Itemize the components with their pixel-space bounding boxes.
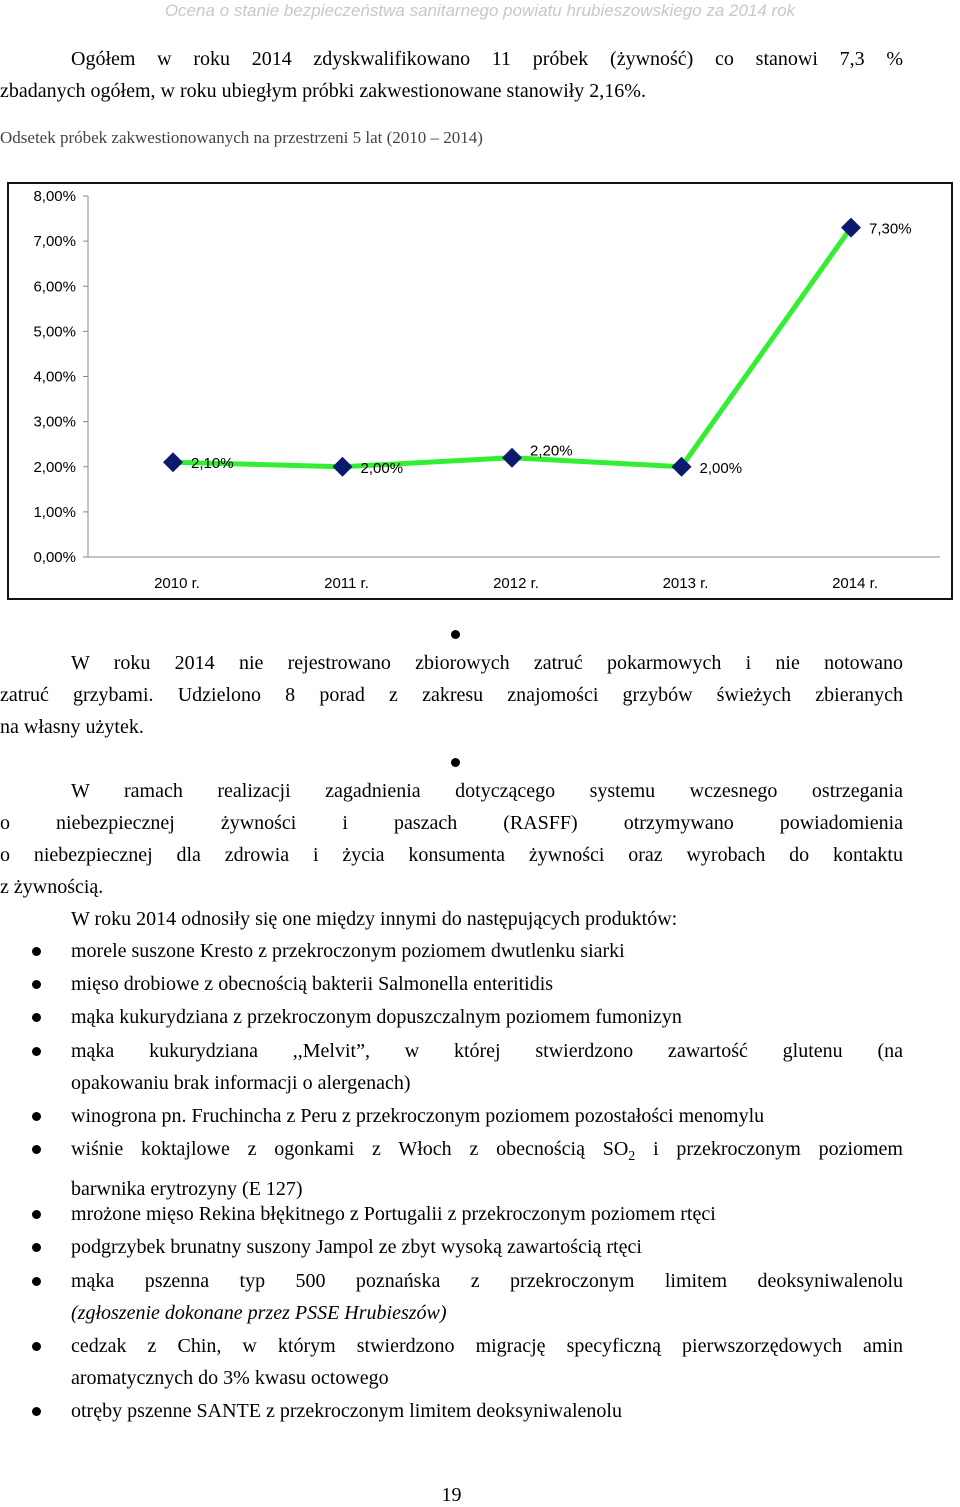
list-item	[0, 1133, 903, 1205]
list-item-text: mąka pszenna typ 500 poznańska z przekroczonym limitem deoksyniwalenolu	[71, 1270, 903, 1292]
bullet-icon	[32, 1342, 41, 1351]
para3-line-2: o niebezpiecznej żywności i paszach (RASFF) otrzymywano powiadomienia	[0, 812, 903, 834]
subscript: 2	[628, 1149, 636, 1164]
page-number: 19	[441, 1484, 462, 1506]
chart-series	[163, 218, 912, 477]
y-tick-label: 4,00%	[33, 368, 76, 386]
list-item	[0, 1001, 903, 1033]
data-label: 2,10%	[191, 455, 234, 473]
list-item	[0, 1330, 903, 1394]
data-point-marker	[333, 457, 353, 477]
list-item-text: otręby pszenne SANTE z przekroczonym limitem deoksyniwalenolu	[71, 1400, 622, 1422]
data-label: 2,00%	[360, 459, 404, 477]
list-item-text-part: i przekroczonym poziomem	[635, 1138, 903, 1160]
list-item	[0, 1100, 903, 1132]
bullet-icon	[32, 1145, 41, 1154]
list-item	[0, 1198, 903, 1230]
paragraph-mushrooms	[0, 647, 903, 743]
x-tick-label: 2011 r.	[324, 575, 369, 592]
x-tick-label: 2012 r.	[493, 575, 539, 592]
y-tick-label: 1,00%	[33, 503, 76, 521]
data-point-marker	[163, 452, 183, 472]
bullet-icon	[32, 1243, 41, 1252]
list-item-text: morele suszone Kresto z przekroczonym poziomem dwutlenku siarki	[71, 940, 625, 962]
y-axis	[33, 188, 88, 566]
list-item-text: (zgłoszenie dokonane przez PSSE Hrubieszów)	[71, 1302, 447, 1324]
para2-line-3: na własny użytek.	[0, 716, 144, 738]
bullet-icon	[32, 1210, 41, 1219]
para3-line-1: W ramach realizacji zagadnienia dotyczącego systemu wczesnego ostrzegania	[71, 780, 903, 802]
bullet-icon	[451, 758, 460, 767]
list-item	[0, 1265, 903, 1329]
intro-line-2: zbadanych ogółem, w roku ubiegłym próbki zakwestionowane stanowiły 2,16%.	[0, 80, 646, 102]
para3-line-5: W roku 2014 odnosiły się one między innymi do następujących produktów:	[71, 908, 678, 930]
line-chart	[0, 0, 960, 620]
list-item	[0, 1035, 903, 1099]
list-item-text	[71, 1133, 903, 1173]
list-item	[0, 935, 903, 967]
x-axis	[88, 557, 940, 592]
list-item	[0, 1231, 903, 1263]
list-item-text: opakowaniu brak informacji o alergenach)	[71, 1072, 411, 1094]
para3-line-3: o niebezpiecznej dla zdrowia i życia konsumenta żywności oraz wyrobach do kontaktu	[0, 844, 903, 866]
y-tick-label: 2,00%	[33, 458, 76, 476]
bullet-icon	[32, 1112, 41, 1121]
bullet-icon	[32, 947, 41, 956]
bullet-icon	[32, 1047, 41, 1056]
paragraph-rasff	[0, 775, 903, 935]
bullet-icon	[32, 1013, 41, 1022]
x-tick-label: 2013 r.	[662, 575, 709, 592]
series-line	[173, 228, 851, 467]
list-item-text: mrożone mięso Rekina błękitnego z Portugalii z przekroczonym poziomem rtęci	[71, 1203, 716, 1225]
list-item	[0, 1395, 903, 1427]
list-item-text: barwnika erytrozyny (E 127)	[71, 1178, 303, 1200]
bullet-icon	[451, 630, 460, 639]
bullet-icon	[32, 980, 41, 989]
list-item-text: podgrzybek brunatny suszony Jampol ze zbyt wysoką zawartością rtęci	[71, 1236, 642, 1258]
intro-line-1: Ogółem w roku 2014 zdyskwalifikowano 11 próbek (żywność) co stanowi 7,3 %	[71, 48, 903, 70]
data-label: 2,00%	[699, 459, 743, 477]
para2-line-2: zatruć grzybami. Udzielono 8 porad z zakresu znajomości grzybów świeżych zbieranych	[0, 684, 903, 706]
data-point-marker	[502, 448, 522, 468]
y-tick-label: 6,00%	[33, 278, 76, 296]
list-item-text-part: wiśnie koktajlowe z ogonkami z Włoch z obecnością SO	[71, 1138, 629, 1160]
list-item-text: mięso drobiowe z obecnością bakterii Salmonella enteritidis	[71, 973, 554, 995]
y-tick-label: 0,00%	[33, 549, 76, 566]
y-tick-label: 7,00%	[33, 233, 76, 251]
list-item	[0, 968, 903, 1000]
y-tick-label: 8,00%	[33, 188, 76, 205]
list-item-text: winogrona pn. Fruchincha z Peru z przekroczonym poziomem pozostałości menomylu	[71, 1105, 765, 1127]
data-label: 2,20%	[530, 442, 573, 460]
bullet-icon	[32, 1407, 41, 1416]
data-label: 7,30%	[869, 220, 912, 238]
y-tick-label: 5,00%	[33, 323, 76, 341]
list-item-text: mąka kukurydziana ,,Melvit”, w której stwierdzono zawartość glutenu (na	[71, 1040, 903, 1062]
y-tick-label: 3,00%	[33, 413, 76, 431]
list-item-text: aromatycznych do 3% kwasu octowego	[71, 1367, 389, 1389]
para2-line-1: W roku 2014 nie rejestrowano zbiorowych zatruć pokarmowych i nie notowano	[71, 652, 903, 674]
x-tick-label: 2010 r.	[154, 575, 200, 592]
list-item-text: cedzak z Chin, w którym stwierdzono migrację specyficzną pierwszorzędowych amin	[71, 1335, 903, 1357]
list-item-text: mąka kukurydziana z przekroczonym dopuszczalnym poziomem fumonizyn	[71, 1006, 682, 1028]
chart-caption: Odsetek próbek zakwestionowanych na przestrzeni 5 lat (2010 – 2014)	[0, 128, 483, 147]
page-header: Ocena o stanie bezpieczeństwa sanitarnego powiatu hrubieszowskiego za 2014 rok	[164, 1, 796, 20]
bullet-icon	[32, 1277, 41, 1286]
para3-line-4: z żywnością.	[0, 876, 104, 898]
x-tick-label: 2014 r.	[832, 575, 878, 592]
